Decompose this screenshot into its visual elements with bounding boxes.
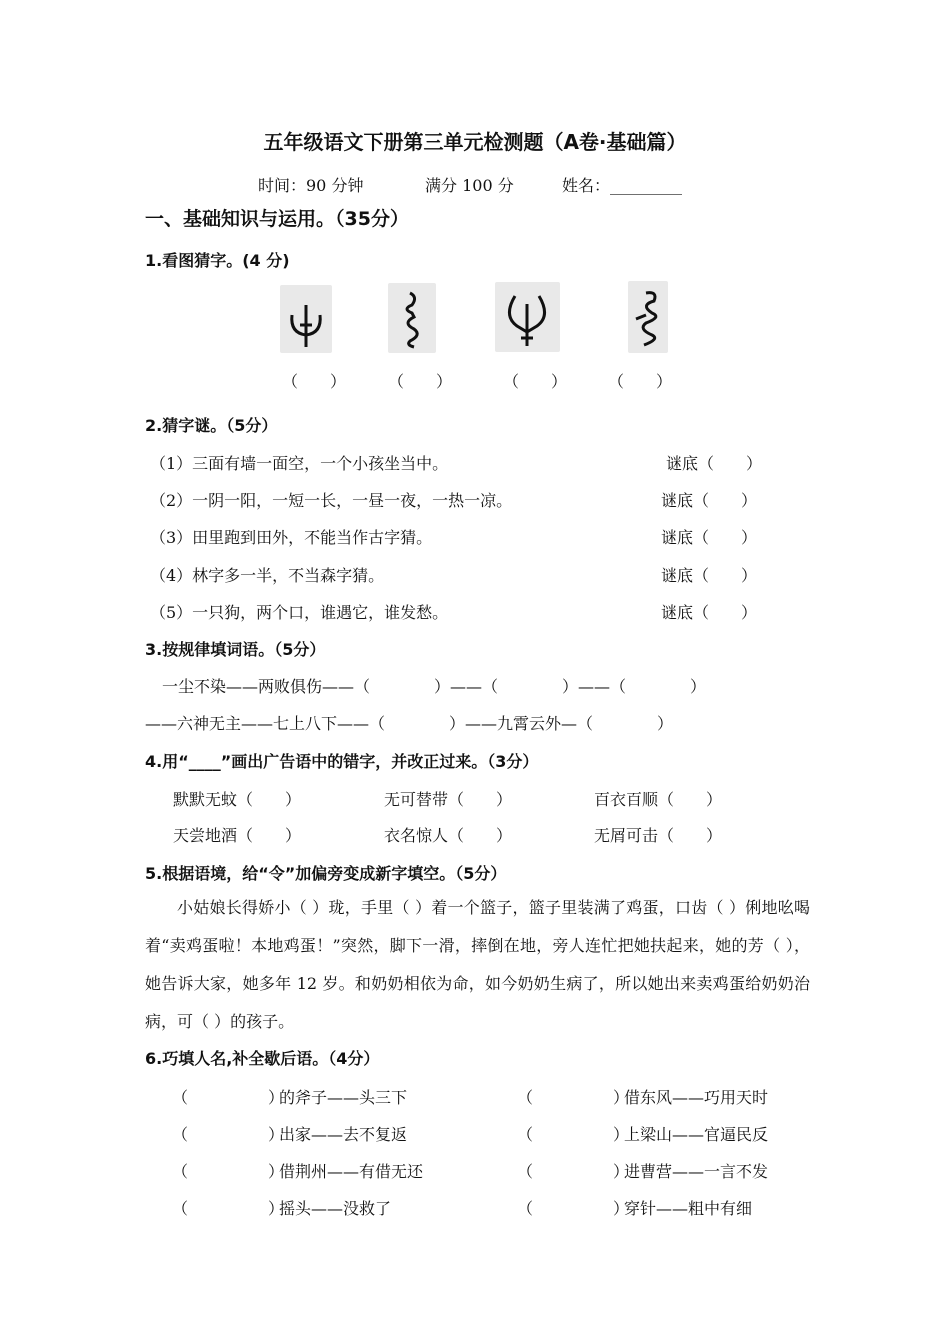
riddle-answer-blank[interactable]: 谜底（ ） [661, 491, 758, 510]
riddle-answer-blank[interactable]: 谜底（ ） [661, 566, 758, 585]
ancient-character-3-icon [495, 282, 560, 352]
ad-slogan-item[interactable]: 衣名惊人（ ） [384, 826, 513, 845]
page-title: 五年级语文下册第三单元检测题（A卷·基础篇） [263, 130, 687, 154]
question-4-heading: 4.用“____”画出广告语中的错字，并改正过来。（3分） [145, 752, 539, 771]
full-score-label: 满分 100 分 [425, 176, 514, 195]
saying-text: 借东风——巧用天时 [624, 1088, 769, 1107]
q3-line-2: ——六神无主——七上八下——（ ）——九霄云外—（ ） [145, 714, 674, 733]
ancient-character-4-icon [628, 281, 668, 353]
ad-slogan-item[interactable]: 无可替带（ ） [384, 790, 513, 809]
question-3-heading: 3.按规律填词语。（5分） [145, 640, 326, 659]
ad-slogan-item[interactable]: 天尝地酒（ ） [173, 826, 302, 845]
q6-blank[interactable]: （ ） [172, 1162, 285, 1181]
question-6-heading: 6.巧填人名,补全歇后语。（4分） [145, 1049, 380, 1068]
q6-blank[interactable]: （ ） [172, 1088, 285, 1107]
saying-text: 出家——去不复返 [279, 1125, 408, 1144]
saying-text: 的斧子——头三下 [279, 1088, 408, 1107]
riddle-item: （5）一只狗，两个口，谁遇它，谁发愁。 [150, 603, 449, 622]
section-heading: 一、基础知识与运用。（35分） [145, 208, 409, 230]
time-label: 时间：90 分钟 [258, 176, 364, 195]
ad-slogan-item[interactable]: 默默无蚊（ ） [173, 790, 302, 809]
ancient-character-1-icon [280, 285, 332, 353]
q6-blank[interactable]: （ ） [172, 1199, 285, 1218]
q3-line-1: 一尘不染——两败俱伤——（ ）——（ ）——（ ） [162, 677, 707, 696]
saying-text: 上梁山——官逼民反 [624, 1125, 769, 1144]
q6-blank[interactable]: （ ） [517, 1162, 630, 1181]
riddle-item: （3）田里跑到田外，不能当作古字猜。 [150, 528, 433, 547]
riddle-answer-blank[interactable]: 谜底（ ） [661, 603, 758, 622]
riddle-answer-blank[interactable]: 谜底（ ） [666, 454, 763, 473]
question-2-heading: 2.猜字谜。（5分） [145, 416, 278, 435]
name-field[interactable]: 姓名：_________ [562, 176, 683, 195]
saying-text: 借荆州——有借无还 [279, 1162, 424, 1181]
question-1-heading: 1.看图猜字。(4 分) [145, 251, 290, 270]
q1-answer-blank[interactable]: （ ） [282, 372, 347, 391]
question-5-heading: 5.根据语境，给“令”加偏旁变成新字填空。（5分） [145, 864, 507, 883]
q1-answer-blank[interactable]: （ ） [388, 372, 453, 391]
ad-slogan-item[interactable]: 无屑可击（ ） [594, 826, 723, 845]
q1-answer-blank[interactable]: （ ） [608, 372, 673, 391]
q5-paragraph: 小姑娘长得娇小（ ）珑，手里（ ）着一个篮子，篮子里装满了鸡蛋，口齿（ ）俐地吆喝着“卖鸡蛋啦！本地鸡蛋！”突然，脚下一滑，摔倒在地，旁人连忙把她扶起来，她的芳（ ），她告诉大家，她多年 12 岁。和奶奶相依为命，如今奶奶生病了，所以她出来卖鸡蛋给奶奶治病，可（ ）的孩子。 [145, 898, 810, 1031]
riddle-item: （2）一阴一阳，一短一长，一昼一夜，一热一凉。 [150, 491, 513, 510]
riddle-item: （1）三面有墙一面空，一个小孩坐当中。 [150, 454, 449, 473]
q1-answer-blank[interactable]: （ ） [503, 372, 568, 391]
saying-text: 进曹营——一言不发 [624, 1162, 769, 1181]
q6-blank[interactable]: （ ） [517, 1088, 630, 1107]
riddle-item: （4）林字多一半，不当森字猜。 [150, 566, 385, 585]
riddle-answer-blank[interactable]: 谜底（ ） [661, 528, 758, 547]
q6-blank[interactable]: （ ） [172, 1125, 285, 1144]
saying-text: 穿针——粗中有细 [624, 1199, 753, 1218]
q6-blank[interactable]: （ ） [517, 1199, 630, 1218]
saying-text: 摇头——没救了 [279, 1199, 392, 1218]
ad-slogan-item[interactable]: 百衣百顺（ ） [594, 790, 723, 809]
ancient-character-2-icon [388, 283, 436, 353]
q6-blank[interactable]: （ ） [517, 1125, 630, 1144]
